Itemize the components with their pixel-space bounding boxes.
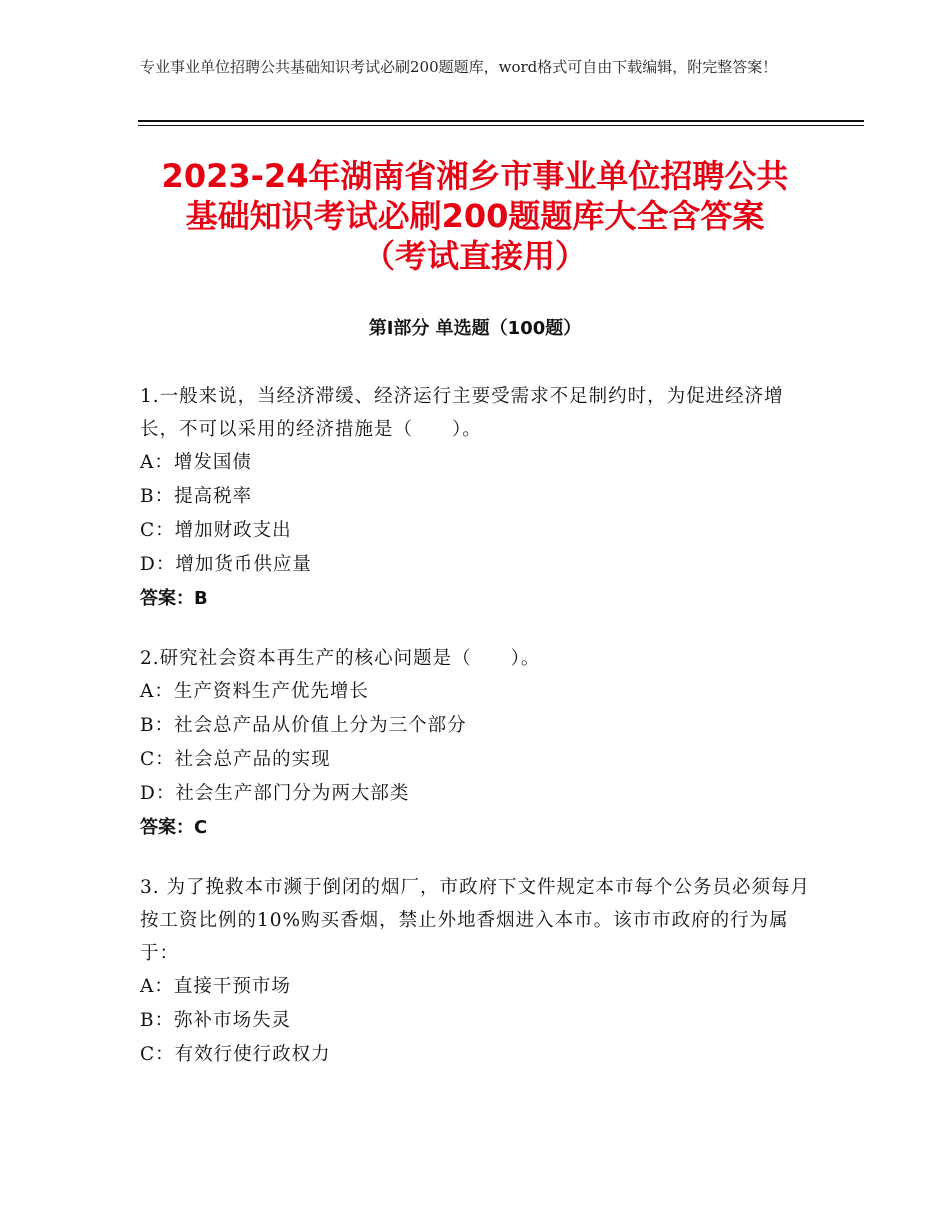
option-b: B：社会总产品从价值上分为三个部分 [140, 715, 467, 736]
answer-value: C [194, 817, 208, 838]
answer-label: 答案： [140, 817, 194, 838]
option-b: B：提高税率 [140, 486, 253, 507]
header-divider [138, 120, 864, 122]
option-d: D：增加货币供应量 [140, 554, 312, 575]
title-line-3: （考试直接用） [362, 237, 587, 275]
answer-value: B [194, 588, 208, 609]
option-a: A：生产资料生产优先增长 [140, 681, 369, 702]
question-stem: 3. 为了挽救本市濒于倒闭的烟厂，市政府下文件规定本市每个公务员必须每月按工资比例的10%购买香烟，禁止外地香烟进入本市。该市市政府的行为属于： [140, 877, 811, 964]
option-a: A：增发国债 [140, 452, 252, 473]
answer-label: 答案： [140, 588, 194, 609]
document-title [120, 156, 830, 276]
header-divider-thin [138, 125, 864, 126]
answer [140, 582, 812, 616]
section-heading: 第Ⅰ部分 单选题（100题） [368, 318, 582, 339]
option-b: B：弥补市场失灵 [140, 1010, 292, 1031]
question-3 [140, 871, 812, 1072]
question-1 [140, 380, 812, 616]
option-a: A：直接干预市场 [140, 976, 291, 997]
title-line-2: 基础知识考试必刷200题题库大全含答案 [185, 197, 765, 235]
option-c: C：社会总产品的实现 [140, 749, 331, 770]
option-d: D：社会生产部门分为两大部类 [140, 783, 410, 804]
title-line-1: 2023-24年湖南省湘乡市事业单位招聘公共 [161, 157, 789, 195]
question-list [140, 380, 812, 1098]
option-c: C：有效行使行政权力 [140, 1044, 331, 1065]
header-note: 专业事业单位招聘公共基础知识考试必刷200题题库，word格式可自由下载编辑，附完整答案！ [140, 58, 778, 76]
question-2 [140, 642, 812, 845]
question-stem: 2.研究社会资本再生产的核心问题是（ ）。 [140, 648, 541, 669]
question-stem: 1.一般来说，当经济滞缓、经济运行主要受需求不足制约时，为促进经济增长，不可以采用的经济措施是（ ）。 [140, 386, 784, 440]
answer [140, 811, 812, 845]
option-c: C：增加财政支出 [140, 520, 292, 541]
